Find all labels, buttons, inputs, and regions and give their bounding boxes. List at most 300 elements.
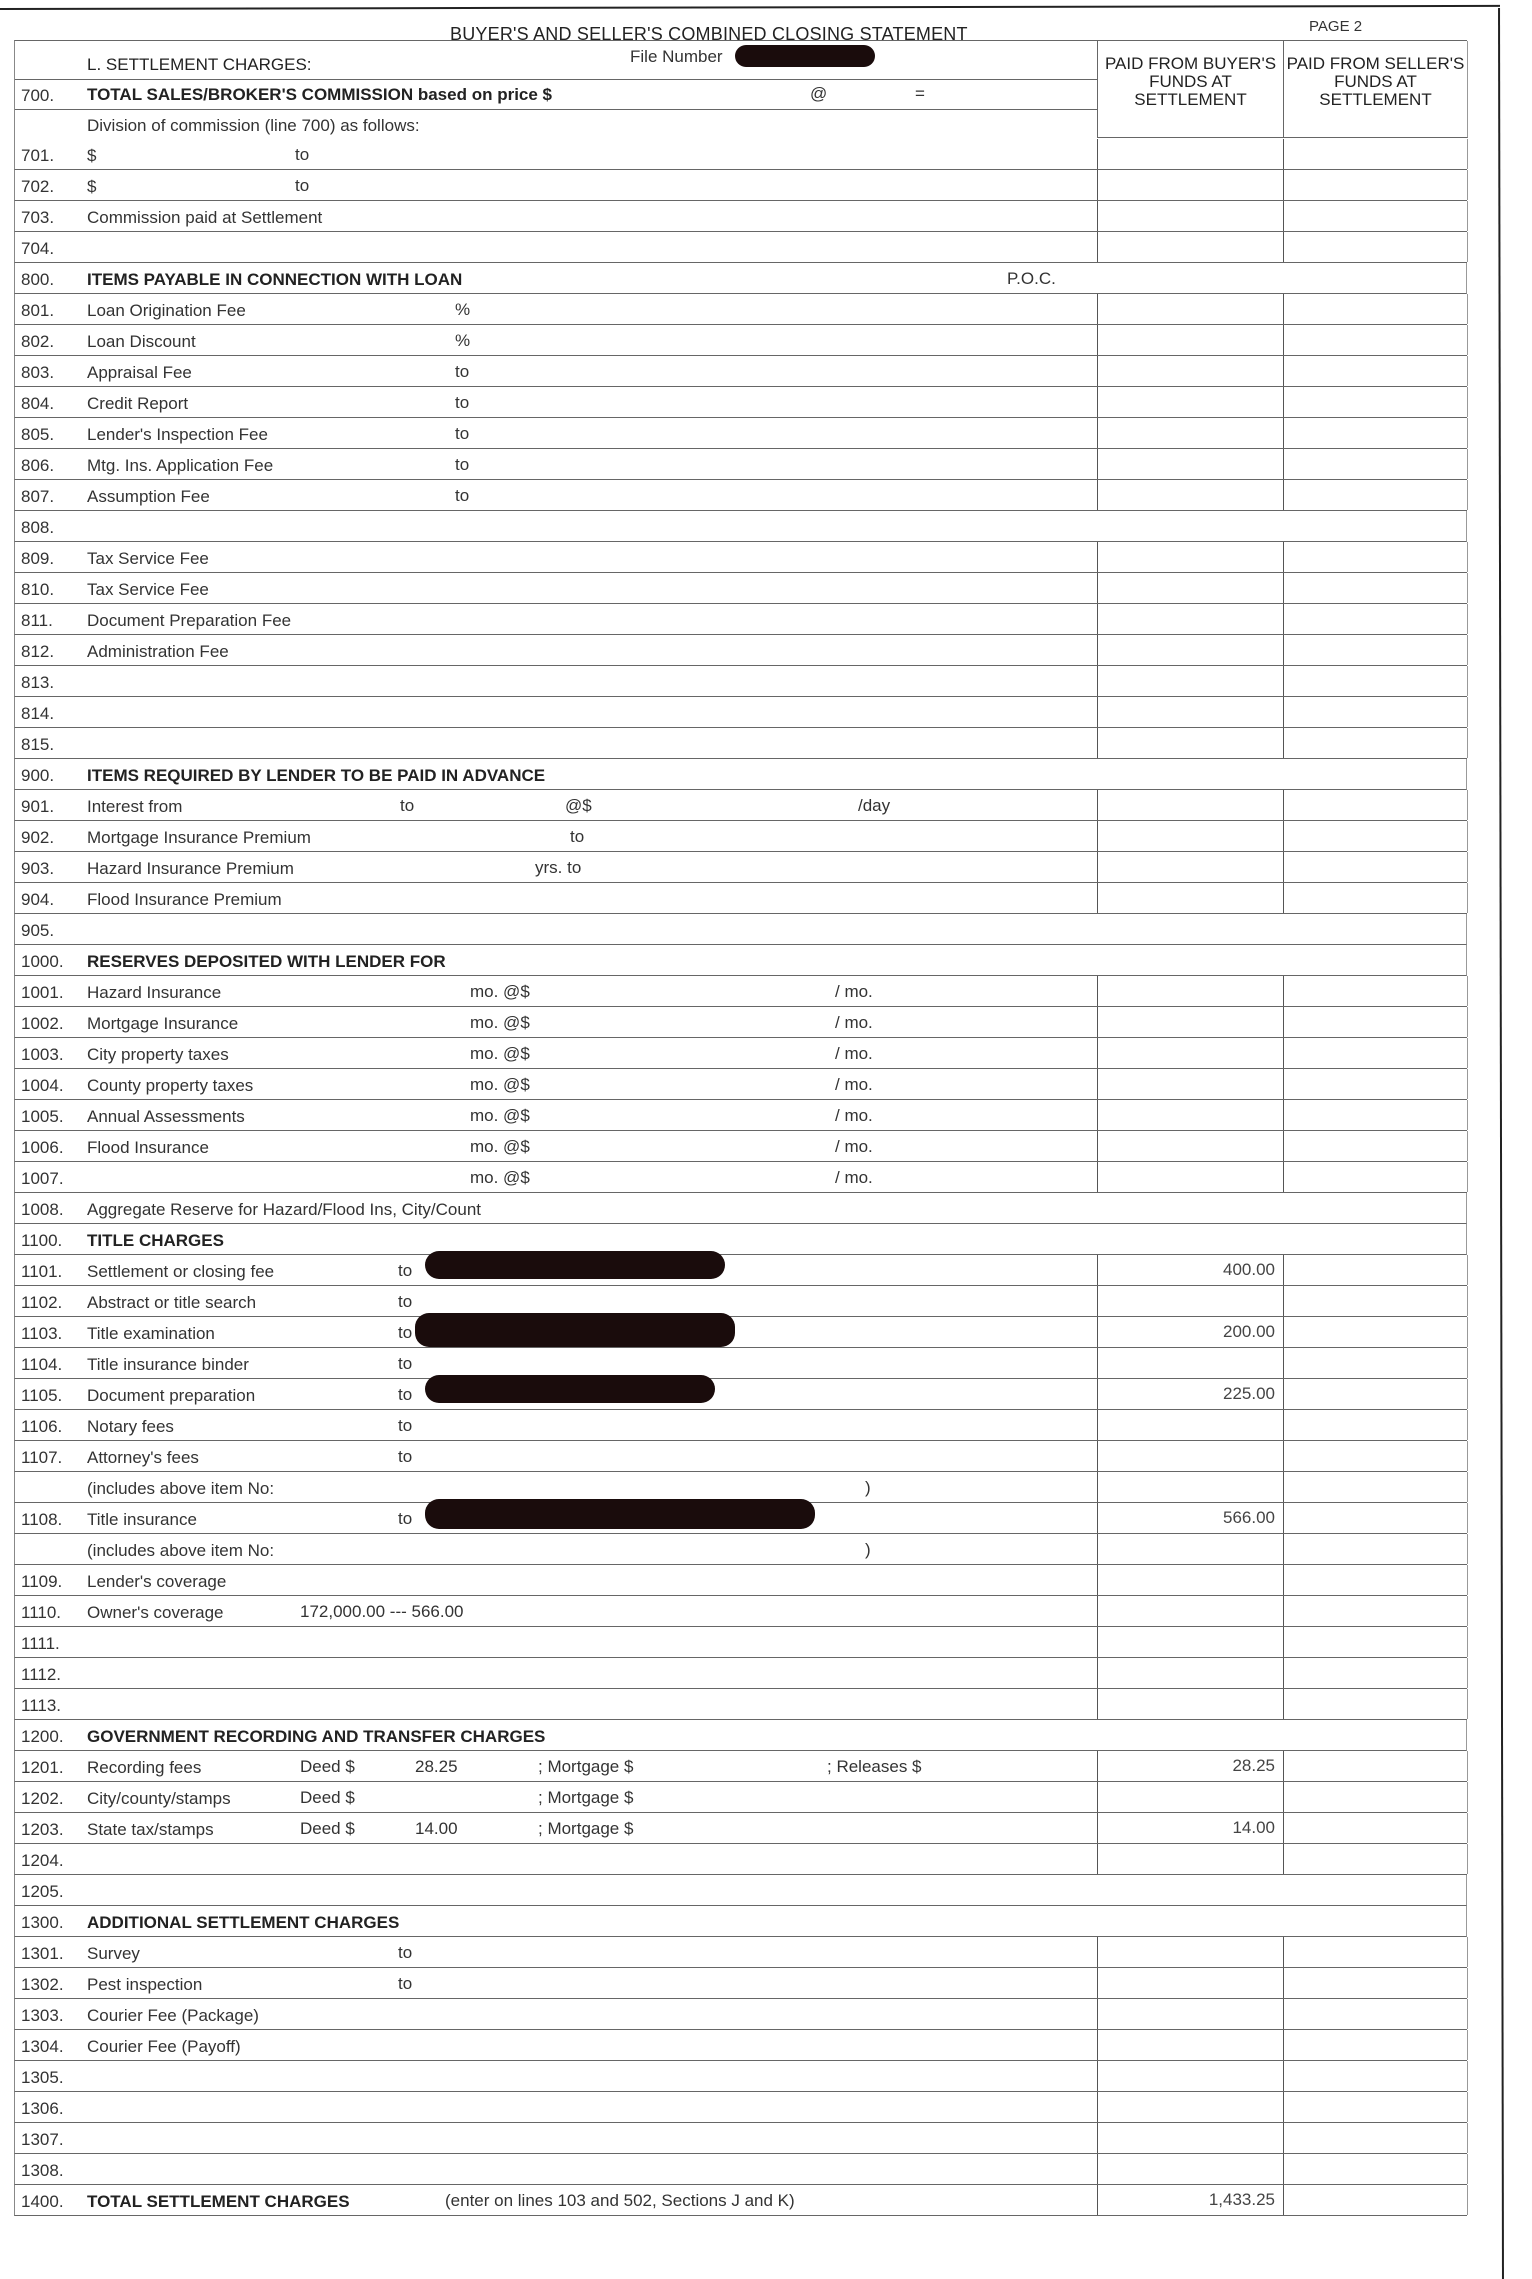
table-row bbox=[14, 1255, 1467, 1286]
line-suffix: / mo. bbox=[835, 1106, 873, 1125]
seller-amount-cell bbox=[1283, 1007, 1468, 1037]
line-number: 1400. bbox=[21, 2192, 64, 2211]
table-row bbox=[14, 1162, 1467, 1193]
line-number: 1300. bbox=[21, 1913, 64, 1932]
line-label: Mortgage Insurance Premium bbox=[87, 828, 311, 847]
seller-amount-cell bbox=[1283, 1100, 1468, 1130]
table-row bbox=[14, 356, 1467, 387]
table-row bbox=[14, 1999, 1467, 2030]
seller-amount-cell bbox=[1283, 976, 1468, 1006]
buyer-amount-cell bbox=[1097, 821, 1283, 851]
table-row bbox=[14, 449, 1467, 480]
seller-amount-cell bbox=[1283, 1317, 1468, 1347]
line-label: Lender's Inspection Fee bbox=[87, 425, 268, 444]
buyer-amount-cell bbox=[1097, 1689, 1283, 1719]
line-detail: to bbox=[398, 1416, 413, 1435]
table-row bbox=[14, 1968, 1467, 1999]
line-rate: mo. @$ bbox=[470, 1075, 530, 1094]
buyer-amount-cell bbox=[1097, 1100, 1283, 1130]
table-row bbox=[14, 697, 1467, 728]
line-detail: to bbox=[455, 424, 470, 443]
redacted-file-number bbox=[735, 45, 875, 67]
line-label: Notary fees bbox=[87, 1417, 174, 1436]
line-detail: to bbox=[295, 145, 310, 164]
table-row bbox=[14, 1937, 1467, 1968]
line-number: 810. bbox=[21, 580, 55, 599]
line-label: Assumption Fee bbox=[87, 487, 210, 506]
table-row bbox=[14, 666, 1467, 697]
buyer-amount-cell bbox=[1097, 666, 1283, 696]
seller-amount-cell bbox=[1283, 201, 1468, 231]
line-label: Settlement or closing fee bbox=[87, 1262, 275, 1281]
seller-amount-cell bbox=[1283, 1472, 1468, 1502]
line-suffix: / mo. bbox=[835, 1013, 873, 1032]
table-row bbox=[14, 1224, 1467, 1255]
line-label: Recording fees bbox=[87, 1758, 202, 1777]
redacted-payee bbox=[415, 1313, 735, 1347]
seller-amount-cell bbox=[1283, 2185, 1468, 2215]
line-label: TITLE CHARGES bbox=[87, 1231, 224, 1250]
line-number: 1101. bbox=[21, 1262, 63, 1281]
line-rate: mo. @$ bbox=[470, 1044, 530, 1063]
seller-column-header: PAID FROM SELLER'S FUNDS AT SETTLEMENT bbox=[1283, 41, 1468, 138]
line-number: 1008. bbox=[21, 1200, 64, 1219]
division-label: Division of commission (line 700) as follows: bbox=[87, 116, 420, 135]
line-label: Loan Discount bbox=[87, 332, 196, 351]
line-number: 900. bbox=[21, 766, 55, 785]
deed-label: Deed $ bbox=[300, 1757, 355, 1776]
line-number: 1004. bbox=[21, 1076, 64, 1095]
table-row bbox=[14, 1627, 1467, 1658]
line-700-row bbox=[15, 79, 1097, 110]
line-number: 1202. bbox=[21, 1789, 64, 1808]
line-label: (includes above item No: bbox=[87, 1479, 275, 1498]
line-suffix: / mo. bbox=[835, 1137, 873, 1156]
line-number: 704. bbox=[21, 239, 55, 258]
buyer-amount-cell bbox=[1097, 2185, 1283, 2215]
table-row bbox=[14, 2185, 1467, 2216]
line-number: 1006. bbox=[21, 1138, 64, 1157]
releases-label: ; Releases $ bbox=[827, 1757, 922, 1776]
seller-amount-cell bbox=[1283, 1658, 1468, 1688]
line-number: 1302. bbox=[21, 1975, 64, 1994]
line-label: Credit Report bbox=[87, 394, 189, 413]
buyer-amount-cell bbox=[1097, 1813, 1283, 1843]
buyer-amount-cell bbox=[1097, 976, 1283, 1006]
line-number: 1304. bbox=[21, 2037, 64, 2056]
line-label: Lender's coverage bbox=[87, 1572, 227, 1591]
seller-amount-cell bbox=[1283, 1968, 1468, 1998]
line-number: 1205. bbox=[21, 1882, 64, 1901]
line-label: County property taxes bbox=[87, 1076, 254, 1095]
line-number: 800. bbox=[21, 270, 55, 289]
table-row bbox=[14, 1007, 1467, 1038]
table-row bbox=[14, 604, 1467, 635]
form-header bbox=[14, 40, 1467, 139]
seller-amount-cell bbox=[1283, 604, 1468, 634]
table-row bbox=[14, 480, 1467, 511]
line-number: 806. bbox=[21, 456, 55, 475]
line-number: 1001. bbox=[21, 983, 64, 1002]
line-number: 702. bbox=[21, 177, 55, 196]
line-number: 808. bbox=[21, 518, 55, 537]
line-number: 700. bbox=[21, 86, 55, 105]
table-row bbox=[14, 1286, 1467, 1317]
buyer-amount: 225.00 bbox=[1223, 1384, 1275, 1403]
line-label: Flood Insurance Premium bbox=[87, 890, 282, 909]
line-label: ITEMS REQUIRED BY LENDER TO BE PAID IN ADVANCE bbox=[87, 766, 546, 785]
table-row bbox=[14, 1813, 1467, 1844]
seller-amount-cell bbox=[1283, 2030, 1468, 2060]
buyer-column-header: PAID FROM BUYER'S FUNDS AT SETTLEMENT bbox=[1097, 41, 1283, 138]
table-row bbox=[14, 976, 1467, 1007]
line-label: Document Preparation Fee bbox=[87, 611, 292, 630]
buyer-amount-cell bbox=[1097, 325, 1283, 355]
line-label: City property taxes bbox=[87, 1045, 229, 1064]
seller-amount-cell bbox=[1283, 728, 1468, 758]
table-row bbox=[14, 263, 1467, 294]
line-suffix: ) bbox=[865, 1540, 871, 1559]
line-number: 1108. bbox=[21, 1510, 63, 1529]
line-number: 809. bbox=[21, 549, 55, 568]
buyer-amount-cell bbox=[1097, 1317, 1283, 1347]
line-detail: to bbox=[398, 1385, 413, 1404]
line-number: 1204. bbox=[21, 1851, 64, 1870]
line-number: 1303. bbox=[21, 2006, 64, 2025]
buyer-amount-cell bbox=[1097, 2061, 1283, 2091]
line-label: TOTAL SETTLEMENT CHARGES bbox=[87, 2192, 350, 2211]
line-rate: mo. @$ bbox=[470, 1106, 530, 1125]
table-row bbox=[14, 1782, 1467, 1813]
seller-amount-cell bbox=[1283, 139, 1468, 169]
page-edge-top bbox=[0, 5, 1500, 10]
table-row bbox=[14, 139, 1467, 170]
table-row bbox=[14, 1534, 1467, 1565]
line-number: 1113. bbox=[21, 1696, 62, 1715]
line-suffix: / mo. bbox=[835, 1168, 873, 1187]
seller-amount-cell bbox=[1283, 1410, 1468, 1440]
line-detail: to bbox=[455, 362, 470, 381]
table-row bbox=[14, 821, 1467, 852]
seller-amount-cell bbox=[1283, 2123, 1468, 2153]
buyer-amount-cell bbox=[1097, 1472, 1283, 1502]
line-number: 804. bbox=[21, 394, 55, 413]
buyer-amount-cell bbox=[1097, 1007, 1283, 1037]
table-row bbox=[14, 1875, 1467, 1906]
buyer-amount-cell bbox=[1097, 1844, 1283, 1874]
buyer-amount-cell bbox=[1097, 1968, 1283, 1998]
document-title: BUYER'S AND SELLER'S COMBINED CLOSING STATEMENT bbox=[450, 24, 968, 44]
seller-amount-cell bbox=[1283, 1286, 1468, 1316]
table-row bbox=[14, 1038, 1467, 1069]
line-label: ITEMS PAYABLE IN CONNECTION WITH LOAN bbox=[87, 270, 463, 289]
table-row bbox=[14, 1503, 1467, 1534]
buyer-amount-cell bbox=[1097, 1751, 1283, 1781]
seller-amount-cell bbox=[1283, 232, 1468, 262]
line-label: Courier Fee (Payoff) bbox=[87, 2037, 241, 2056]
line-label: Title examination bbox=[87, 1324, 215, 1343]
line-detail: % bbox=[455, 331, 471, 350]
table-row bbox=[14, 2030, 1467, 2061]
line-detail: % bbox=[455, 300, 471, 319]
line-number: 701. bbox=[21, 146, 55, 165]
line-label: $ bbox=[87, 146, 97, 165]
buyer-amount-cell bbox=[1097, 790, 1283, 820]
section-label: L. SETTLEMENT CHARGES: bbox=[87, 55, 312, 74]
buyer-amount-cell bbox=[1097, 1658, 1283, 1688]
line-rate: yrs. to bbox=[535, 858, 582, 877]
line-number: 1002. bbox=[21, 1014, 64, 1033]
page-number: PAGE 2 bbox=[1309, 18, 1363, 35]
buyer-amount-cell bbox=[1097, 201, 1283, 231]
line-700-label: TOTAL SALES/BROKER'S COMMISSION based on price $ bbox=[87, 85, 553, 104]
line-label: Hazard Insurance Premium bbox=[87, 859, 294, 878]
poc-label: P.O.C. bbox=[1007, 269, 1056, 288]
line-label: Appraisal Fee bbox=[87, 363, 192, 382]
buyer-amount-cell bbox=[1097, 170, 1283, 200]
line-detail: to bbox=[455, 393, 470, 412]
line-number: 1308. bbox=[21, 2161, 64, 2180]
line-number: 1110. bbox=[21, 1603, 62, 1622]
seller-amount-cell bbox=[1283, 170, 1468, 200]
buyer-amount-cell bbox=[1097, 294, 1283, 324]
table-row bbox=[14, 1751, 1467, 1782]
buyer-amount-cell bbox=[1097, 1286, 1283, 1316]
line-label: Title insurance bbox=[87, 1510, 197, 1529]
buyer-amount-cell bbox=[1097, 480, 1283, 510]
line-label: Interest from bbox=[87, 797, 183, 816]
table-row bbox=[14, 542, 1467, 573]
line-rate: mo. @$ bbox=[470, 1168, 530, 1187]
buyer-amount-cell bbox=[1097, 697, 1283, 727]
seller-amount-cell bbox=[1283, 418, 1468, 448]
buyer-amount-cell bbox=[1097, 2092, 1283, 2122]
seller-amount-cell bbox=[1283, 666, 1468, 696]
line-label: Commission paid at Settlement bbox=[87, 208, 323, 227]
table-row bbox=[14, 1348, 1467, 1379]
table-row bbox=[14, 1658, 1467, 1689]
seller-amount-cell bbox=[1283, 573, 1468, 603]
line-number: 703. bbox=[21, 208, 55, 227]
buyer-amount-cell bbox=[1097, 387, 1283, 417]
table-row bbox=[14, 1193, 1467, 1224]
table-row bbox=[14, 1131, 1467, 1162]
redacted-payee bbox=[425, 1375, 715, 1403]
table-row bbox=[14, 2154, 1467, 2185]
division-row bbox=[15, 109, 1097, 139]
line-detail: to bbox=[398, 1943, 413, 1962]
line-number: 813. bbox=[21, 673, 55, 692]
table-row bbox=[14, 387, 1467, 418]
line-label: Tax Service Fee bbox=[87, 580, 209, 599]
table-row bbox=[14, 759, 1467, 790]
table-row bbox=[14, 790, 1467, 821]
line-label: ADDITIONAL SETTLEMENT CHARGES bbox=[87, 1913, 400, 1932]
seller-amount-cell bbox=[1283, 387, 1468, 417]
line-label: Owner's coverage bbox=[87, 1603, 224, 1622]
buyer-amount-cell bbox=[1097, 232, 1283, 262]
seller-amount-cell bbox=[1283, 1999, 1468, 2029]
line-label: Mortgage Insurance bbox=[87, 1014, 239, 1033]
seller-amount-cell bbox=[1283, 1565, 1468, 1595]
buyer-amount-cell bbox=[1097, 1348, 1283, 1378]
seller-amount-cell bbox=[1283, 294, 1468, 324]
buyer-amount-cell bbox=[1097, 139, 1283, 169]
table-row bbox=[14, 1565, 1467, 1596]
table-row bbox=[14, 1410, 1467, 1441]
seller-amount-cell bbox=[1283, 1937, 1468, 1967]
line-label: State tax/stamps bbox=[87, 1820, 214, 1839]
seller-amount-cell bbox=[1283, 1844, 1468, 1874]
table-row bbox=[14, 1596, 1467, 1627]
buyer-amount-cell bbox=[1097, 449, 1283, 479]
buyer-amount-cell bbox=[1097, 2123, 1283, 2153]
line-rate: mo. @$ bbox=[470, 1013, 530, 1032]
seller-amount-cell bbox=[1283, 480, 1468, 510]
seller-amount-cell bbox=[1283, 1782, 1468, 1812]
line-rate: mo. @$ bbox=[470, 982, 530, 1001]
line-number: 801. bbox=[21, 301, 55, 320]
buyer-amount-cell bbox=[1097, 883, 1283, 913]
line-label: Title insurance binder bbox=[87, 1355, 249, 1374]
charge-rows bbox=[14, 139, 1467, 2216]
line-number: 1104. bbox=[21, 1355, 63, 1374]
seller-amount-cell bbox=[1283, 697, 1468, 727]
line-number: 1306. bbox=[21, 2099, 64, 2118]
line-number: 905. bbox=[21, 921, 55, 940]
seller-amount-cell bbox=[1283, 1348, 1468, 1378]
buyer-amount-cell bbox=[1097, 1162, 1283, 1192]
table-row bbox=[14, 1689, 1467, 1720]
seller-amount-cell bbox=[1283, 1503, 1468, 1533]
line-number: 903. bbox=[21, 859, 55, 878]
at-sign: @ bbox=[810, 84, 828, 103]
line-rate: to bbox=[570, 827, 585, 846]
line-number: 1105. bbox=[21, 1386, 63, 1405]
line-detail: to bbox=[455, 486, 470, 505]
line-label: Loan Origination Fee bbox=[87, 301, 246, 320]
table-row bbox=[14, 1317, 1467, 1348]
line-detail: to bbox=[400, 796, 415, 815]
line-detail: to bbox=[295, 176, 310, 195]
buyer-amount-cell bbox=[1097, 1379, 1283, 1409]
buyer-amount: 566.00 bbox=[1223, 1508, 1275, 1527]
buyer-amount: 28.25 bbox=[1232, 1756, 1275, 1775]
buyer-amount-cell bbox=[1097, 1069, 1283, 1099]
line-number: 1307. bbox=[21, 2130, 64, 2149]
line-number: 1201. bbox=[21, 1758, 64, 1777]
buyer-amount-cell bbox=[1097, 1596, 1283, 1626]
table-row bbox=[14, 1720, 1467, 1751]
line-number: 1100. bbox=[21, 1231, 63, 1250]
line-suffix: ) bbox=[865, 1478, 871, 1497]
table-row bbox=[14, 2092, 1467, 2123]
line-number: 1111. bbox=[21, 1634, 60, 1653]
table-row bbox=[14, 1379, 1467, 1410]
line-number: 902. bbox=[21, 828, 55, 847]
line-detail: to bbox=[398, 1974, 413, 1993]
seller-amount-cell bbox=[1283, 2154, 1468, 2184]
buyer-amount-cell bbox=[1097, 1534, 1283, 1564]
buyer-amount-cell bbox=[1097, 2154, 1283, 2184]
seller-amount-cell bbox=[1283, 635, 1468, 665]
line-number: 815. bbox=[21, 735, 55, 754]
line-detail: to bbox=[398, 1354, 413, 1373]
line-number: 1203. bbox=[21, 1820, 64, 1839]
line-label: RESERVES DEPOSITED WITH LENDER FOR bbox=[87, 952, 446, 971]
buyer-amount-cell bbox=[1097, 542, 1283, 572]
redacted-payee bbox=[425, 1251, 725, 1279]
table-row bbox=[14, 883, 1467, 914]
line-rate: @$ bbox=[565, 796, 592, 815]
deed-amount: 28.25 bbox=[415, 1757, 458, 1776]
line-suffix: /day bbox=[858, 796, 891, 815]
settlement-charges-form bbox=[14, 40, 1467, 2216]
buyer-amount: 200.00 bbox=[1223, 1322, 1275, 1341]
buyer-amount: 14.00 bbox=[1232, 1818, 1275, 1837]
line-number: 1102. bbox=[21, 1293, 63, 1312]
table-row bbox=[14, 511, 1467, 542]
line-number: 1005. bbox=[21, 1107, 64, 1126]
buyer-amount-cell bbox=[1097, 728, 1283, 758]
redacted-payee bbox=[425, 1499, 815, 1529]
seller-amount-cell bbox=[1283, 449, 1468, 479]
line-suffix: / mo. bbox=[835, 1075, 873, 1094]
line-detail: (enter on lines 103 and 502, Sections J and K) bbox=[445, 2191, 795, 2210]
line-detail: 172,000.00 --- 566.00 bbox=[300, 1602, 464, 1621]
line-label: Document preparation bbox=[87, 1386, 256, 1405]
seller-amount-cell bbox=[1283, 1534, 1468, 1564]
table-row bbox=[14, 573, 1467, 604]
line-number: 811. bbox=[21, 611, 53, 630]
table-row bbox=[14, 728, 1467, 759]
buyer-amount: 1,433.25 bbox=[1208, 2190, 1275, 2209]
buyer-amount-cell bbox=[1097, 1038, 1283, 1068]
table-row bbox=[14, 914, 1467, 945]
seller-amount-cell bbox=[1283, 1813, 1468, 1843]
seller-amount-cell bbox=[1283, 1255, 1468, 1285]
seller-amount-cell bbox=[1283, 1379, 1468, 1409]
line-number: 1112. bbox=[21, 1665, 62, 1684]
line-number: 1106. bbox=[21, 1417, 63, 1436]
seller-amount-cell bbox=[1283, 2092, 1468, 2122]
buyer-amount-cell bbox=[1097, 852, 1283, 882]
seller-amount-cell bbox=[1283, 2061, 1468, 2091]
equals-sign: = bbox=[915, 84, 925, 103]
line-label: (includes above item No: bbox=[87, 1541, 275, 1560]
table-row bbox=[14, 1906, 1467, 1937]
line-number: 1000. bbox=[21, 952, 64, 971]
line-suffix: / mo. bbox=[835, 1044, 873, 1063]
line-rate: mo. @$ bbox=[470, 1137, 530, 1156]
buyer-amount-cell bbox=[1097, 1782, 1283, 1812]
seller-amount-cell bbox=[1283, 542, 1468, 572]
seller-amount-cell bbox=[1283, 325, 1468, 355]
seller-amount-cell bbox=[1283, 1689, 1468, 1719]
line-number: 805. bbox=[21, 425, 55, 444]
line-label: Pest inspection bbox=[87, 1975, 203, 1994]
line-number: 814. bbox=[21, 704, 55, 723]
line-label: Survey bbox=[87, 1944, 140, 1963]
line-label: $ bbox=[87, 177, 97, 196]
table-row bbox=[14, 1069, 1467, 1100]
line-label: Mtg. Ins. Application Fee bbox=[87, 456, 274, 475]
table-row bbox=[14, 2061, 1467, 2092]
line-number: 1107. bbox=[21, 1448, 63, 1467]
line-number: 802. bbox=[21, 332, 55, 351]
line-label: Aggregate Reserve for Hazard/Flood Ins, City/Count bbox=[87, 1200, 482, 1219]
table-row bbox=[14, 418, 1467, 449]
